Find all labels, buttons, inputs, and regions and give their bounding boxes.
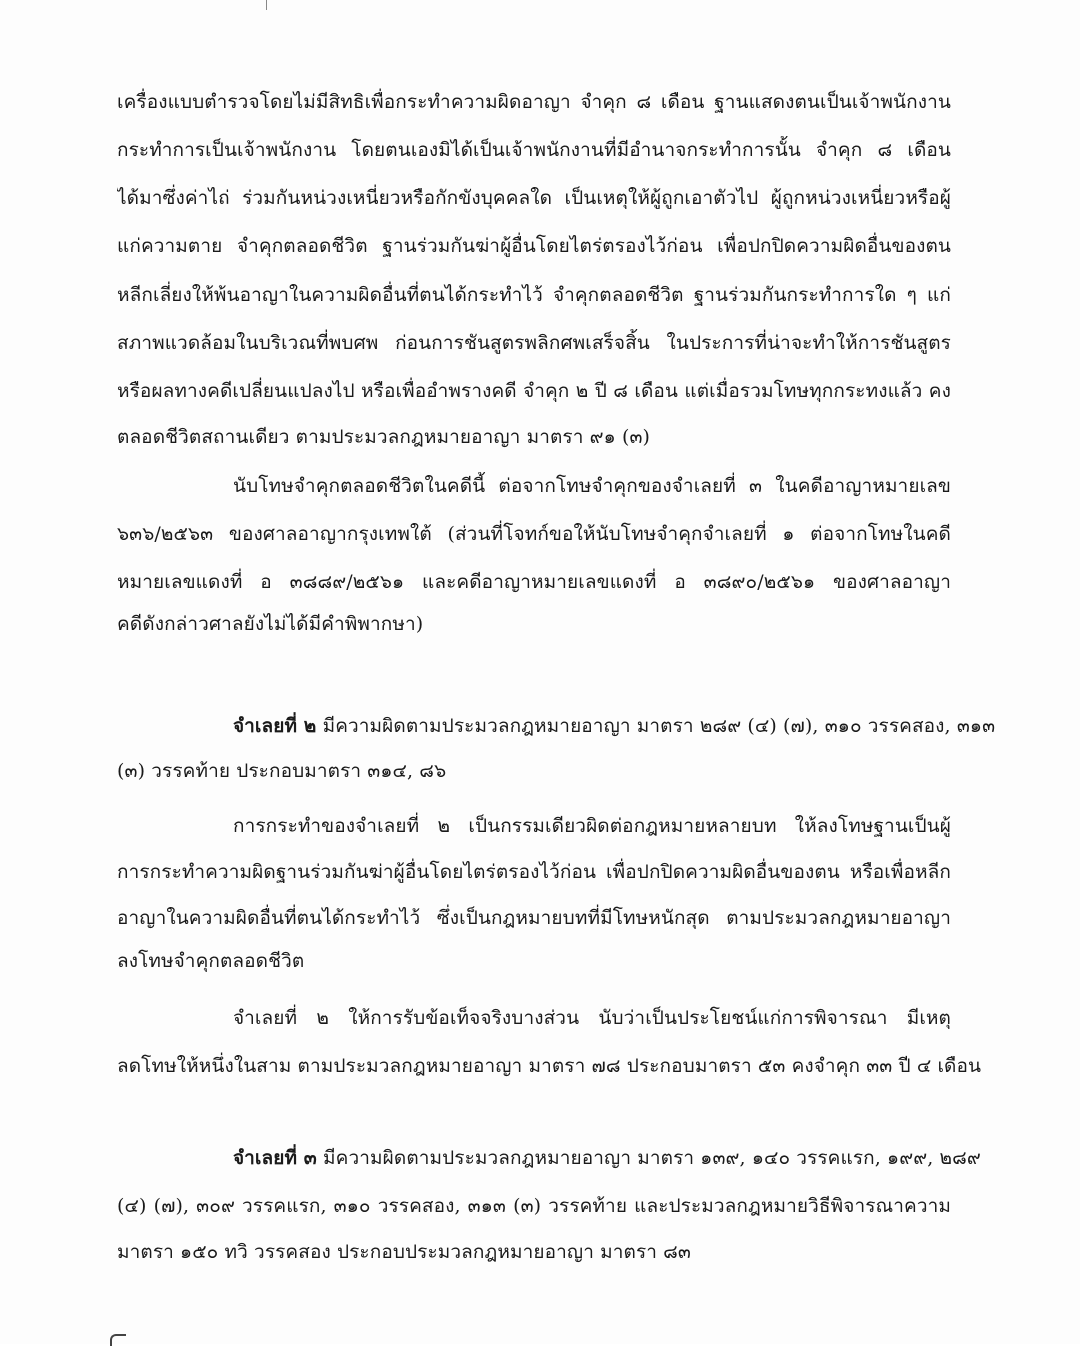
defendant-2-charges-line-2: (๓) วรรคท้าย ประกอบมาตรา ๓๑๔, ๘๖ xyxy=(117,760,447,782)
defendant-3-charges-line-3: มาตรา ๑๕๐ ทวิ วรรคสอง ประกอบประมวลกฎหมายอาญา มาตรา ๘๓ xyxy=(117,1241,692,1263)
paragraph-1-line-5: หลีกเลี่ยงให้พ้นอาญาในความผิดอื่นที่ตนได้กระทำไว้ จำคุกตลอดชีวิต ฐานร่วมกันกระทำการใด ๆ แก่ xyxy=(117,284,951,306)
paragraph-1-line-1: เครื่องแบบตำรวจโดยไม่มีสิทธิเพื่อกระทำความผิดอาญา จำคุก ๘ เดือน ฐานแสดงตนเป็นเจ้าพนักงาน xyxy=(117,91,951,113)
paragraph-1-line-6: สภาพแวดล้อมในบริเวณที่พบศพ ก่อนการชันสูตรพลิกศพเสร็จสิ้น ในประการที่น่าจะทำให้การชันสูตร xyxy=(117,332,951,354)
scan-artifact-corner xyxy=(110,1334,126,1346)
paragraph-2-line-2: ๖๓๖/๒๕๖๓ ของศาลอาญากรุงเทพใต้ (ส่วนที่โจทก์ขอให้นับโทษจำคุกจำเลยที่ ๑ ต่อจากโทษในคดี xyxy=(117,523,951,545)
paragraph-2-line-1: นับโทษจำคุกตลอดชีวิตในคดีนี้ ต่อจากโทษจำคุกของจำเลยที่ ๓ ในคดีอาญาหมายเลข xyxy=(233,475,951,497)
paragraph-2-line-4: คดีดังกล่าวศาลยังไม่ได้มีคำพิพากษา) xyxy=(117,613,424,635)
paragraph-1-line-2: กระทำการเป็นเจ้าพนักงาน โดยตนเองมิได้เป็นเจ้าพนักงานที่มีอำนาจกระทำการนั้น จำคุก ๘ เดือน xyxy=(117,139,951,161)
defendant-2-para-a-line-1: การกระทำของจำเลยที่ ๒ เป็นกรรมเดียวผิดต่อกฎหมายหลายบท ให้ลงโทษฐานเป็นผู้ xyxy=(233,815,951,837)
defendant-3-charges: มีความผิดตามประมวลกฎหมายอาญา มาตรา ๑๓๙, ๑๔๐ วรรคแรก, ๑๙๙, ๒๘๙ xyxy=(316,1147,981,1169)
paragraph-1-line-7: หรือผลทางคดีเปลี่ยนแปลงไป หรือเพื่ออำพรางคดี จำคุก ๒ ปี ๘ เดือน แต่เมื่อรวมโทษทุกกระทงแล้ว คง xyxy=(117,380,951,402)
paragraph-1-line-8: ตลอดชีวิตสถานเดียว ตามประมวลกฎหมายอาญา มาตรา ๙๑ (๓) xyxy=(117,426,651,448)
defendant-2-para-b-line-1: จำเลยที่ ๒ ให้การรับข้อเท็จจริงบางส่วน นับว่าเป็นประโยชน์แก่การพิจารณา มีเหตุ xyxy=(233,1007,951,1029)
defendant-3-heading-line xyxy=(233,1144,981,1172)
defendant-3-charges-line-2: (๔) (๗), ๓๐๙ วรรคแรก, ๓๑๐ วรรคสอง, ๓๑๓ (๓) วรรคท้าย และประมวลกฎหมายวิธีพิจารณาความ xyxy=(117,1195,951,1217)
defendant-2-charges: มีความผิดตามประมวลกฎหมายอาญา มาตรา ๒๘๙ (๔) (๗), ๓๑๐ วรรคสอง, ๓๑๓ xyxy=(316,715,996,737)
paragraph-1-line-4: แก่ความตาย จำคุกตลอดชีวิต ฐานร่วมกันฆ่าผู้อื่นโดยไตร่ตรองไว้ก่อน เพื่อปกปิดความผิดอื่นของตน xyxy=(117,235,951,257)
defendant-3-label: จำเลยที่ ๓ xyxy=(233,1147,317,1169)
paragraph-2-line-3: หมายเลขแดงที่ อ ๓๘๘๙/๒๕๖๑ และคดีอาญาหมายเลขแดงที่ อ ๓๘๙๐/๒๕๖๑ ของศาลอาญา xyxy=(117,571,951,593)
scan-artifact-mark xyxy=(266,0,267,10)
defendant-2-para-a-line-2: การกระทำความผิดฐานร่วมกันฆ่าผู้อื่นโดยไตร่ตรองไว้ก่อน เพื่อปกปิดความผิดอื่นของตน หรือเพื่อหลีก xyxy=(117,861,951,883)
defendant-2-para-a-line-4: ลงโทษจำคุกตลอดชีวิต xyxy=(117,950,305,972)
defendant-2-para-a-line-3: อาญาในความผิดอื่นที่ตนได้กระทำไว้ ซึ่งเป็นกฎหมายบทที่มีโทษหนักสุด ตามประมวลกฎหมายอาญา xyxy=(117,907,951,929)
defendant-2-label: จำเลยที่ ๒ xyxy=(233,715,317,737)
defendant-2-heading-line xyxy=(233,712,996,740)
paragraph-1-line-3: ได้มาซึ่งค่าไถ่ ร่วมกันหน่วงเหนี่ยวหรือกักขังบุคคลใด เป็นเหตุให้ผู้ถูกเอาตัวไป ผู้ถูกหน่วงเหนี่ยวหรือผู้ xyxy=(117,187,951,209)
defendant-2-para-b-line-2: ลดโทษให้หนึ่งในสาม ตามประมวลกฎหมายอาญา มาตรา ๗๘ ประกอบมาตรา ๕๓ คงจำคุก ๓๓ ปี ๔ เดือน xyxy=(117,1055,982,1077)
